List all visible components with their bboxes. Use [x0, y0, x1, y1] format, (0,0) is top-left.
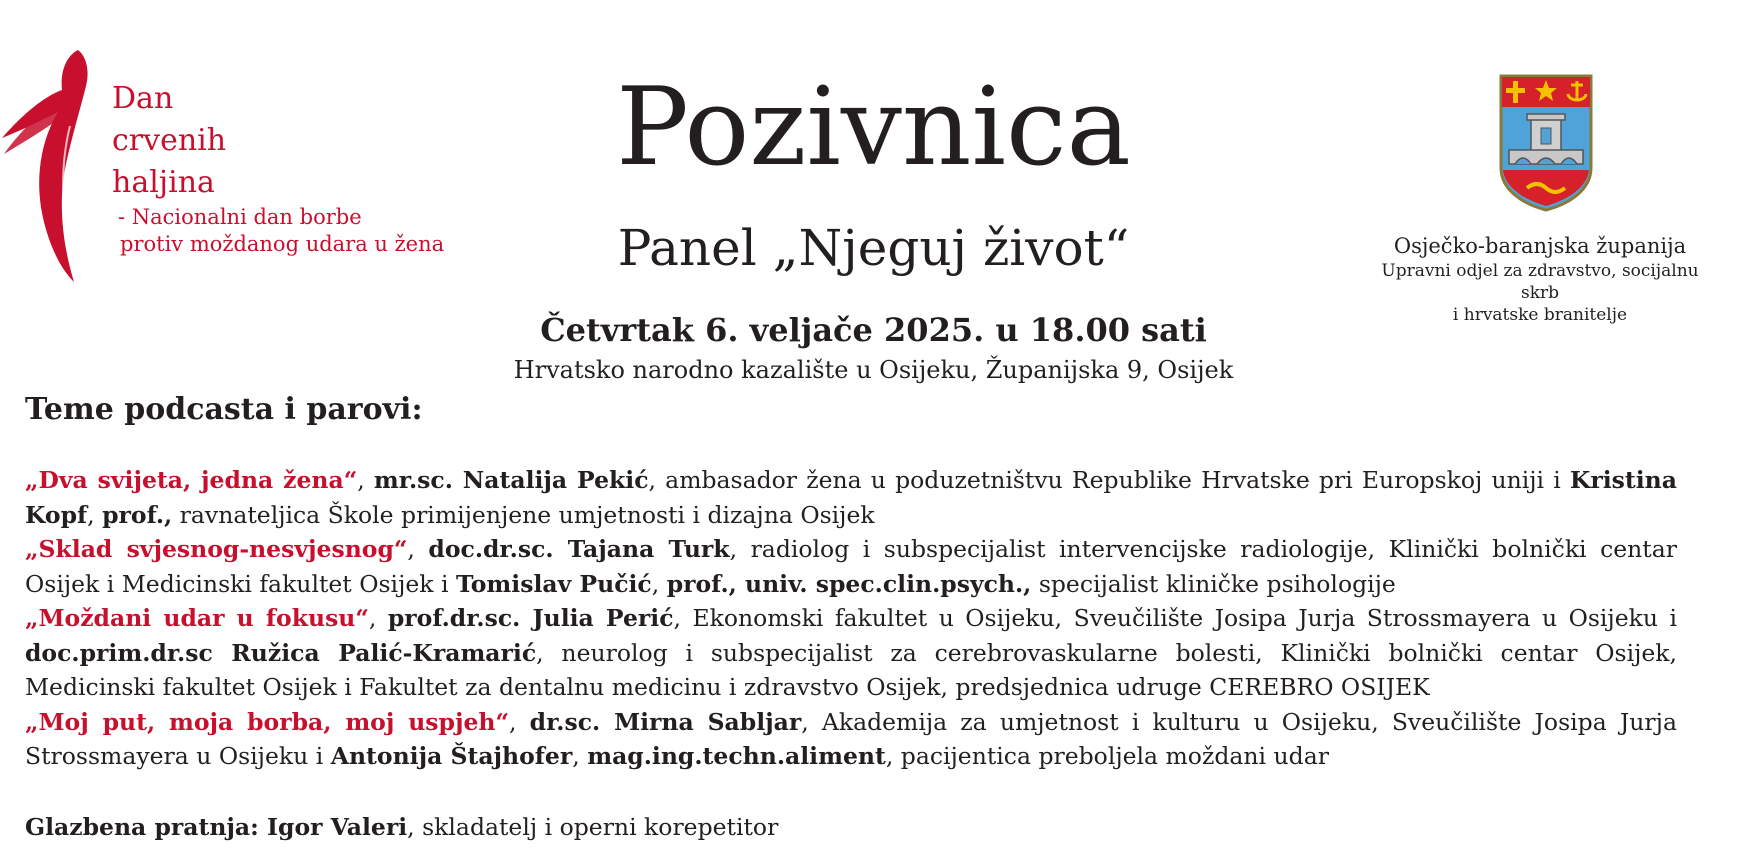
- county-coat-of-arms-icon: [1497, 72, 1595, 212]
- participant-name: mr.sc. Natalija Pekić: [373, 466, 649, 494]
- topic-text: , ambasador žena u poduzetništvu Republike Hrvatske pri Europskoj uniji i: [648, 466, 1570, 494]
- logo-line-3: haljina: [112, 165, 215, 200]
- topic-text: ,: [572, 742, 588, 770]
- topic-item: [25, 705, 1677, 774]
- topic-text: ,: [368, 604, 388, 632]
- topic-text: specijalist kliničke psihologije: [1031, 569, 1396, 598]
- participant-title: prof., univ. spec.clin.psych.,: [666, 569, 1032, 598]
- county-block: [1370, 232, 1710, 326]
- participant-title: prof.,: [102, 500, 173, 529]
- musician-name: Igor Valeri: [267, 813, 408, 841]
- participant-name: Antonija Štajhofer: [330, 742, 573, 770]
- topic-title: „Moj put, moja borba, moj uspjeh“: [25, 707, 510, 736]
- logo-line-1: Dan: [112, 81, 174, 116]
- musician-role: , skladatelj i operni korepetitor: [407, 813, 779, 841]
- panel-subtitle: Panel „Njeguj život“: [617, 219, 1130, 277]
- music-accompaniment: [25, 810, 778, 844]
- topic-text: ,: [651, 569, 667, 598]
- participant-name: Tomislav Pučić: [455, 569, 652, 598]
- section-heading: Teme podcasta i parovi:: [25, 392, 423, 427]
- topic-item: [25, 532, 1677, 601]
- county-name: Osječko-baranjska županija: [1393, 234, 1687, 258]
- music-label: Glazbena pratnja:: [25, 813, 268, 841]
- logo-subtitle-line-2: protiv moždanog udara u žena: [120, 232, 445, 256]
- logo-line-2: crvenih: [112, 123, 227, 158]
- topic-text: , pacijentica preboljela moždani udar: [885, 742, 1329, 770]
- participant-name: Kristina Kopf: [25, 466, 1677, 529]
- topics-list: [25, 463, 1677, 774]
- invitation-title: Pozivnica: [616, 65, 1131, 190]
- topic-text: ,: [407, 535, 429, 563]
- topic-text: , neurolog i subspecijalist za cerebrovaskularne bolesti, Klinički bolnički centar Osijek, Medicinski fakultet Osijek i Fakultet za dentalnu medicinu i zdravstvo Osijek, predsjednica udruge CEREBRO OSIJEK: [25, 638, 1677, 701]
- participant-name: dr.sc. Mirna Sabljar: [529, 707, 802, 736]
- topic-title: „Dva svijeta, jedna žena“: [25, 466, 358, 494]
- topic-title: „Sklad svjesnog-nesvjesnog“: [25, 535, 408, 563]
- event-datetime: Četvrtak 6. veljače 2025. u 18.00 sati: [540, 311, 1207, 349]
- event-venue: Hrvatsko narodno kazalište u Osijeku, Županijska 9, Osijek: [513, 356, 1234, 384]
- topic-text: , radiolog i subspecijalist intervencijske radiologije, Klinički bolnički centar Osijek i Medicinski fakultet Osijek i: [25, 535, 1677, 598]
- participant-name: doc.prim.dr.sc Ružica Palić-Kramarić: [25, 638, 537, 667]
- topic-text: ,: [357, 466, 374, 494]
- topic-text: , Ekonomski fakultet u Osijeku, Sveučilište Josipa Jurja Strossmayera u Osijeku i: [673, 604, 1677, 632]
- topic-item: [25, 463, 1677, 532]
- participant-title: mag.ing.techn.aliment: [587, 742, 886, 770]
- logo-subtitle-line-1: - Nacionalni dan borbe: [118, 205, 362, 229]
- topic-item: [25, 601, 1677, 705]
- county-dept-line-1: Upravni odjel za zdravstvo, socijalnu skrb: [1381, 261, 1699, 303]
- topic-title: „Moždani udar u fokusu“: [25, 604, 369, 632]
- participant-name: prof.dr.sc. Julia Perić: [387, 604, 674, 632]
- topic-text: ravnateljica Škole primijenjene umjetnosti i dizajna Osijek: [172, 500, 875, 529]
- county-dept-line-2: i hrvatske branitelje: [1452, 305, 1628, 325]
- topic-text: , Akademija za umjetnost i kulturu u Osijeku, Sveučilište Josipa Jurja Strossmayera u Osijeku i: [25, 707, 1677, 770]
- participant-name: doc.dr.sc. Tajana Turk: [428, 535, 730, 563]
- topic-text: ,: [87, 500, 103, 529]
- topic-text: ,: [509, 707, 530, 736]
